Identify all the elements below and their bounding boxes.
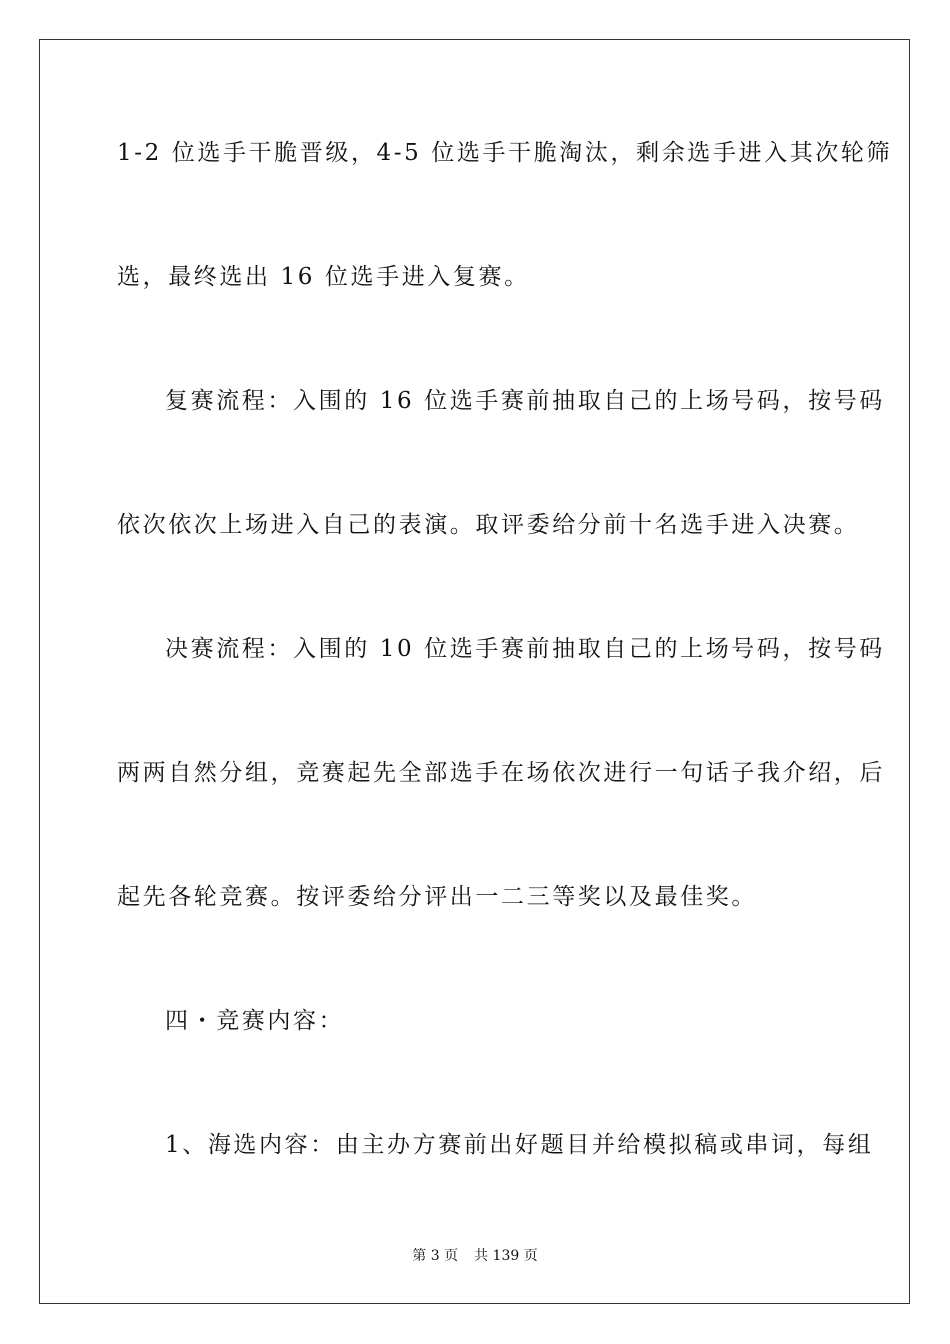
body-line-2: 选，最终选出 16 位选手进入复赛。 — [117, 264, 530, 290]
body-line-3: 复赛流程：入围的 16 位选手赛前抽取自己的上场号码，按号码 — [165, 388, 885, 414]
total-pages: 共 139 页 — [474, 1248, 538, 1264]
page-border — [39, 39, 910, 1304]
section-heading: 四・竞赛内容： — [165, 1008, 345, 1034]
body-line-4: 依次依次上场进入自己的表演。取评委给分前十名选手进入决赛。 — [117, 512, 860, 538]
page-number: 第 3 页 — [412, 1248, 459, 1264]
body-line-6: 两两自然分组，竞赛起先全部选手在场依次进行一句话子我介绍，后 — [117, 760, 885, 786]
page-footer — [0, 1246, 950, 1266]
body-line-9: 1、海选内容：由主办方赛前出好题目并给模拟稿或串词，每组 — [165, 1132, 874, 1158]
body-line-7: 起先各轮竞赛。按评委给分评出一二三等奖以及最佳奖。 — [117, 884, 757, 910]
body-line-1: 1-2 位选手干脆晋级，4-5 位选手干脆淘汰，剩余选手进入其次轮筛 — [117, 140, 893, 166]
body-line-5: 决赛流程：入围的 10 位选手赛前抽取自己的上场号码，按号码 — [165, 636, 885, 662]
